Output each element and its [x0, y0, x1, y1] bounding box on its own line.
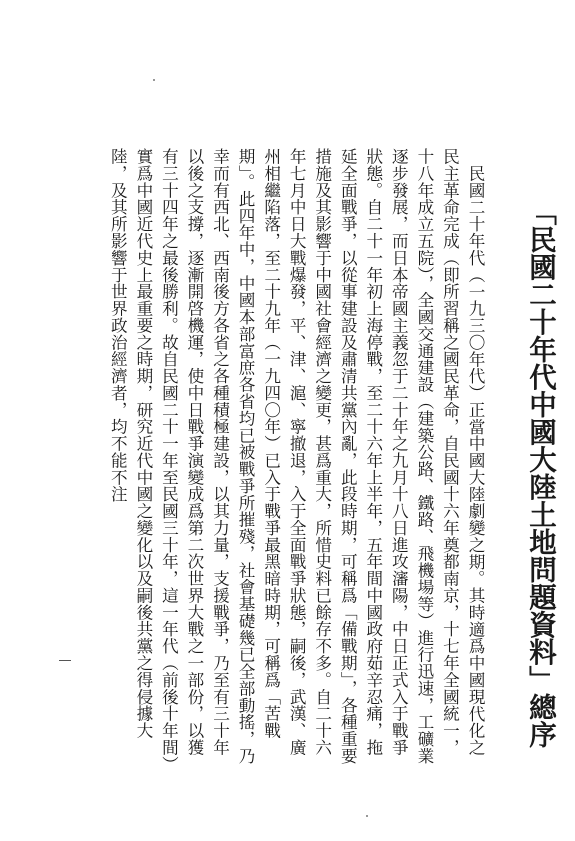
preface-body [105, 148, 488, 768]
page-title: 「民國二十年代中國大陸土地問題資料」總序 [524, 198, 556, 748]
body-paragraph: 民國二十年代（一九三〇年代）正當中國大陸劇變之期。其時適爲中國現代化之民主革命完成（即所習稱之國民革命，自民國十六年奠都南京，十七年全國統一，十八年成立五院），全國交通建設（建築公路、鐵路、飛機場等）進行迅速，工礦業逐步發展，而日本帝國主義忽于二十年之九月十八日進攻瀋陽，中日正式入于戰爭狀態。自二十一年初上海停戰，至二十六年上半年，五年間中國政府茹辛忍痛，拖延全面戰爭，以從事建設及肅清共黨內亂，此段時期，可稱爲「備戰期」，各種重要措施及其影響于中國社會經濟之變更，甚爲重大，所惜史料已餘存不多。自二十六年七月中日大戰爆發，平、津、滬、寧撤退，入于全面戰爭狀態，嗣後，武漢、廣州相繼陷落，至二十九年（一九四〇年）已入于戰爭最黑暗時期，可稱爲「苦戰期」。此四年中，中國本部富庶各省均已被戰爭所摧殘，社會基礎幾已全部動搖，乃幸而有西北、西南後方各省之各種積極建設，以其力量，支援戰爭，乃至有三十年以後之支撐，逐漸開啓機運，使中日戰爭演變成爲第二次世界大戰之一部份，以獲有三十四年之最後勝利。故自民國二十一年至民國三十年，這一年代（前後十年間）實爲中國近代史上最重要之時期，研究近代中國之變化以及嗣後共黨之得侵據大陸，及其所影響于世界政治經濟者，均不能不注 [108, 148, 485, 765]
scan-speck [366, 815, 368, 817]
scan-speck [153, 79, 155, 81]
margin-mark [59, 660, 71, 661]
